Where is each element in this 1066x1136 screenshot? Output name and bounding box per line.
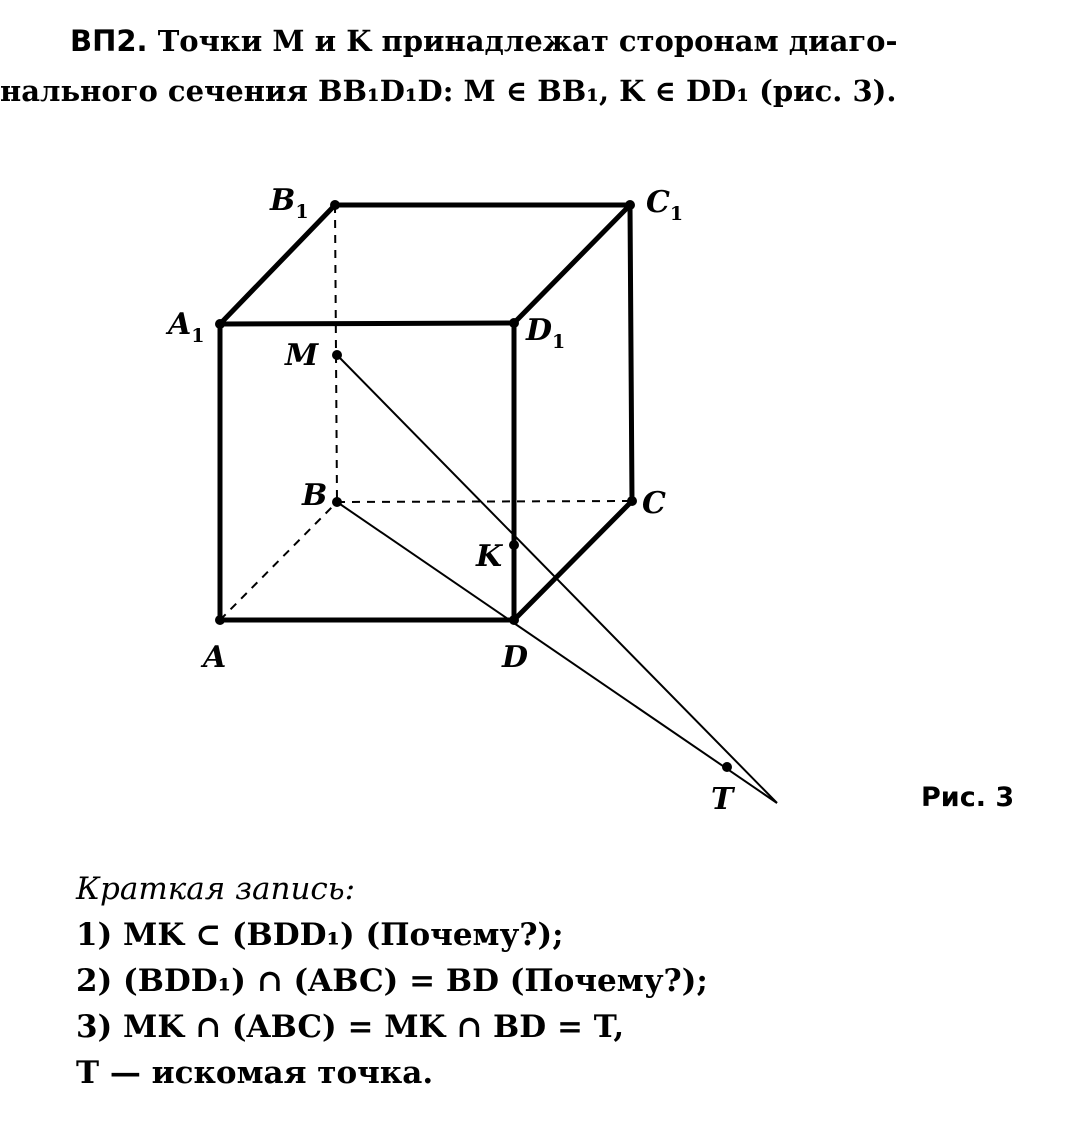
point-d1 — [509, 318, 519, 328]
point-d — [509, 615, 519, 625]
point-c — [627, 496, 637, 506]
point-a — [215, 615, 225, 625]
edge-ab — [220, 502, 337, 620]
point-c1 — [625, 200, 635, 210]
problem-line-2: нального сечения BB₁D₁D: M ∈ BB₁, K ∈ DD₁ (рис. 3). — [0, 74, 897, 108]
edge-d1c1 — [514, 205, 630, 323]
solution-step-1: 1) MK ⊂ (BDD₁) (Почему?); — [76, 917, 564, 953]
solution-step-3: 3) MK ∩ (ABC) = MK ∩ BD = T, — [76, 1009, 625, 1045]
point-t — [722, 762, 732, 772]
label-m: M — [285, 338, 319, 373]
label-c1: $C_1$ — [646, 185, 684, 225]
figure-caption: Рис. 3 — [921, 782, 1015, 813]
solution-title: Краткая запись: — [76, 871, 356, 907]
solution-summary — [76, 866, 1056, 1096]
edge-dc — [514, 501, 632, 620]
construction-lines — [337, 355, 777, 803]
line-mt — [337, 355, 777, 803]
point-b — [332, 497, 342, 507]
label-b: B — [302, 478, 328, 513]
point-k — [509, 540, 519, 550]
point-m — [332, 350, 342, 360]
label-k: K — [476, 539, 503, 574]
line-bt — [337, 502, 777, 803]
point-b1 — [330, 200, 340, 210]
edge-a1b1 — [220, 205, 335, 324]
solution-conclusion: T — искомая точка. — [76, 1055, 434, 1091]
visible-edges — [220, 205, 632, 620]
label-a1: $A_1$ — [168, 307, 205, 347]
label-t: T — [711, 782, 734, 817]
label-d: D — [502, 640, 529, 675]
label-a: A — [203, 640, 227, 675]
edge-bc — [337, 501, 632, 502]
point-a1 — [215, 319, 225, 329]
problem-text-1: Точки M и K принадлежат сторонам диаго- — [157, 24, 898, 58]
label-b1: $B_1$ — [270, 183, 309, 223]
edge-a1d1 — [220, 323, 514, 324]
label-c: C — [642, 486, 666, 521]
problem-label: ВП2. — [70, 24, 148, 58]
solution-step-2: 2) (BDD₁) ∩ (ABC) = BD (Почему?); — [76, 963, 708, 999]
label-d1: $D_1$ — [526, 313, 566, 353]
edge-cc1 — [630, 205, 632, 501]
